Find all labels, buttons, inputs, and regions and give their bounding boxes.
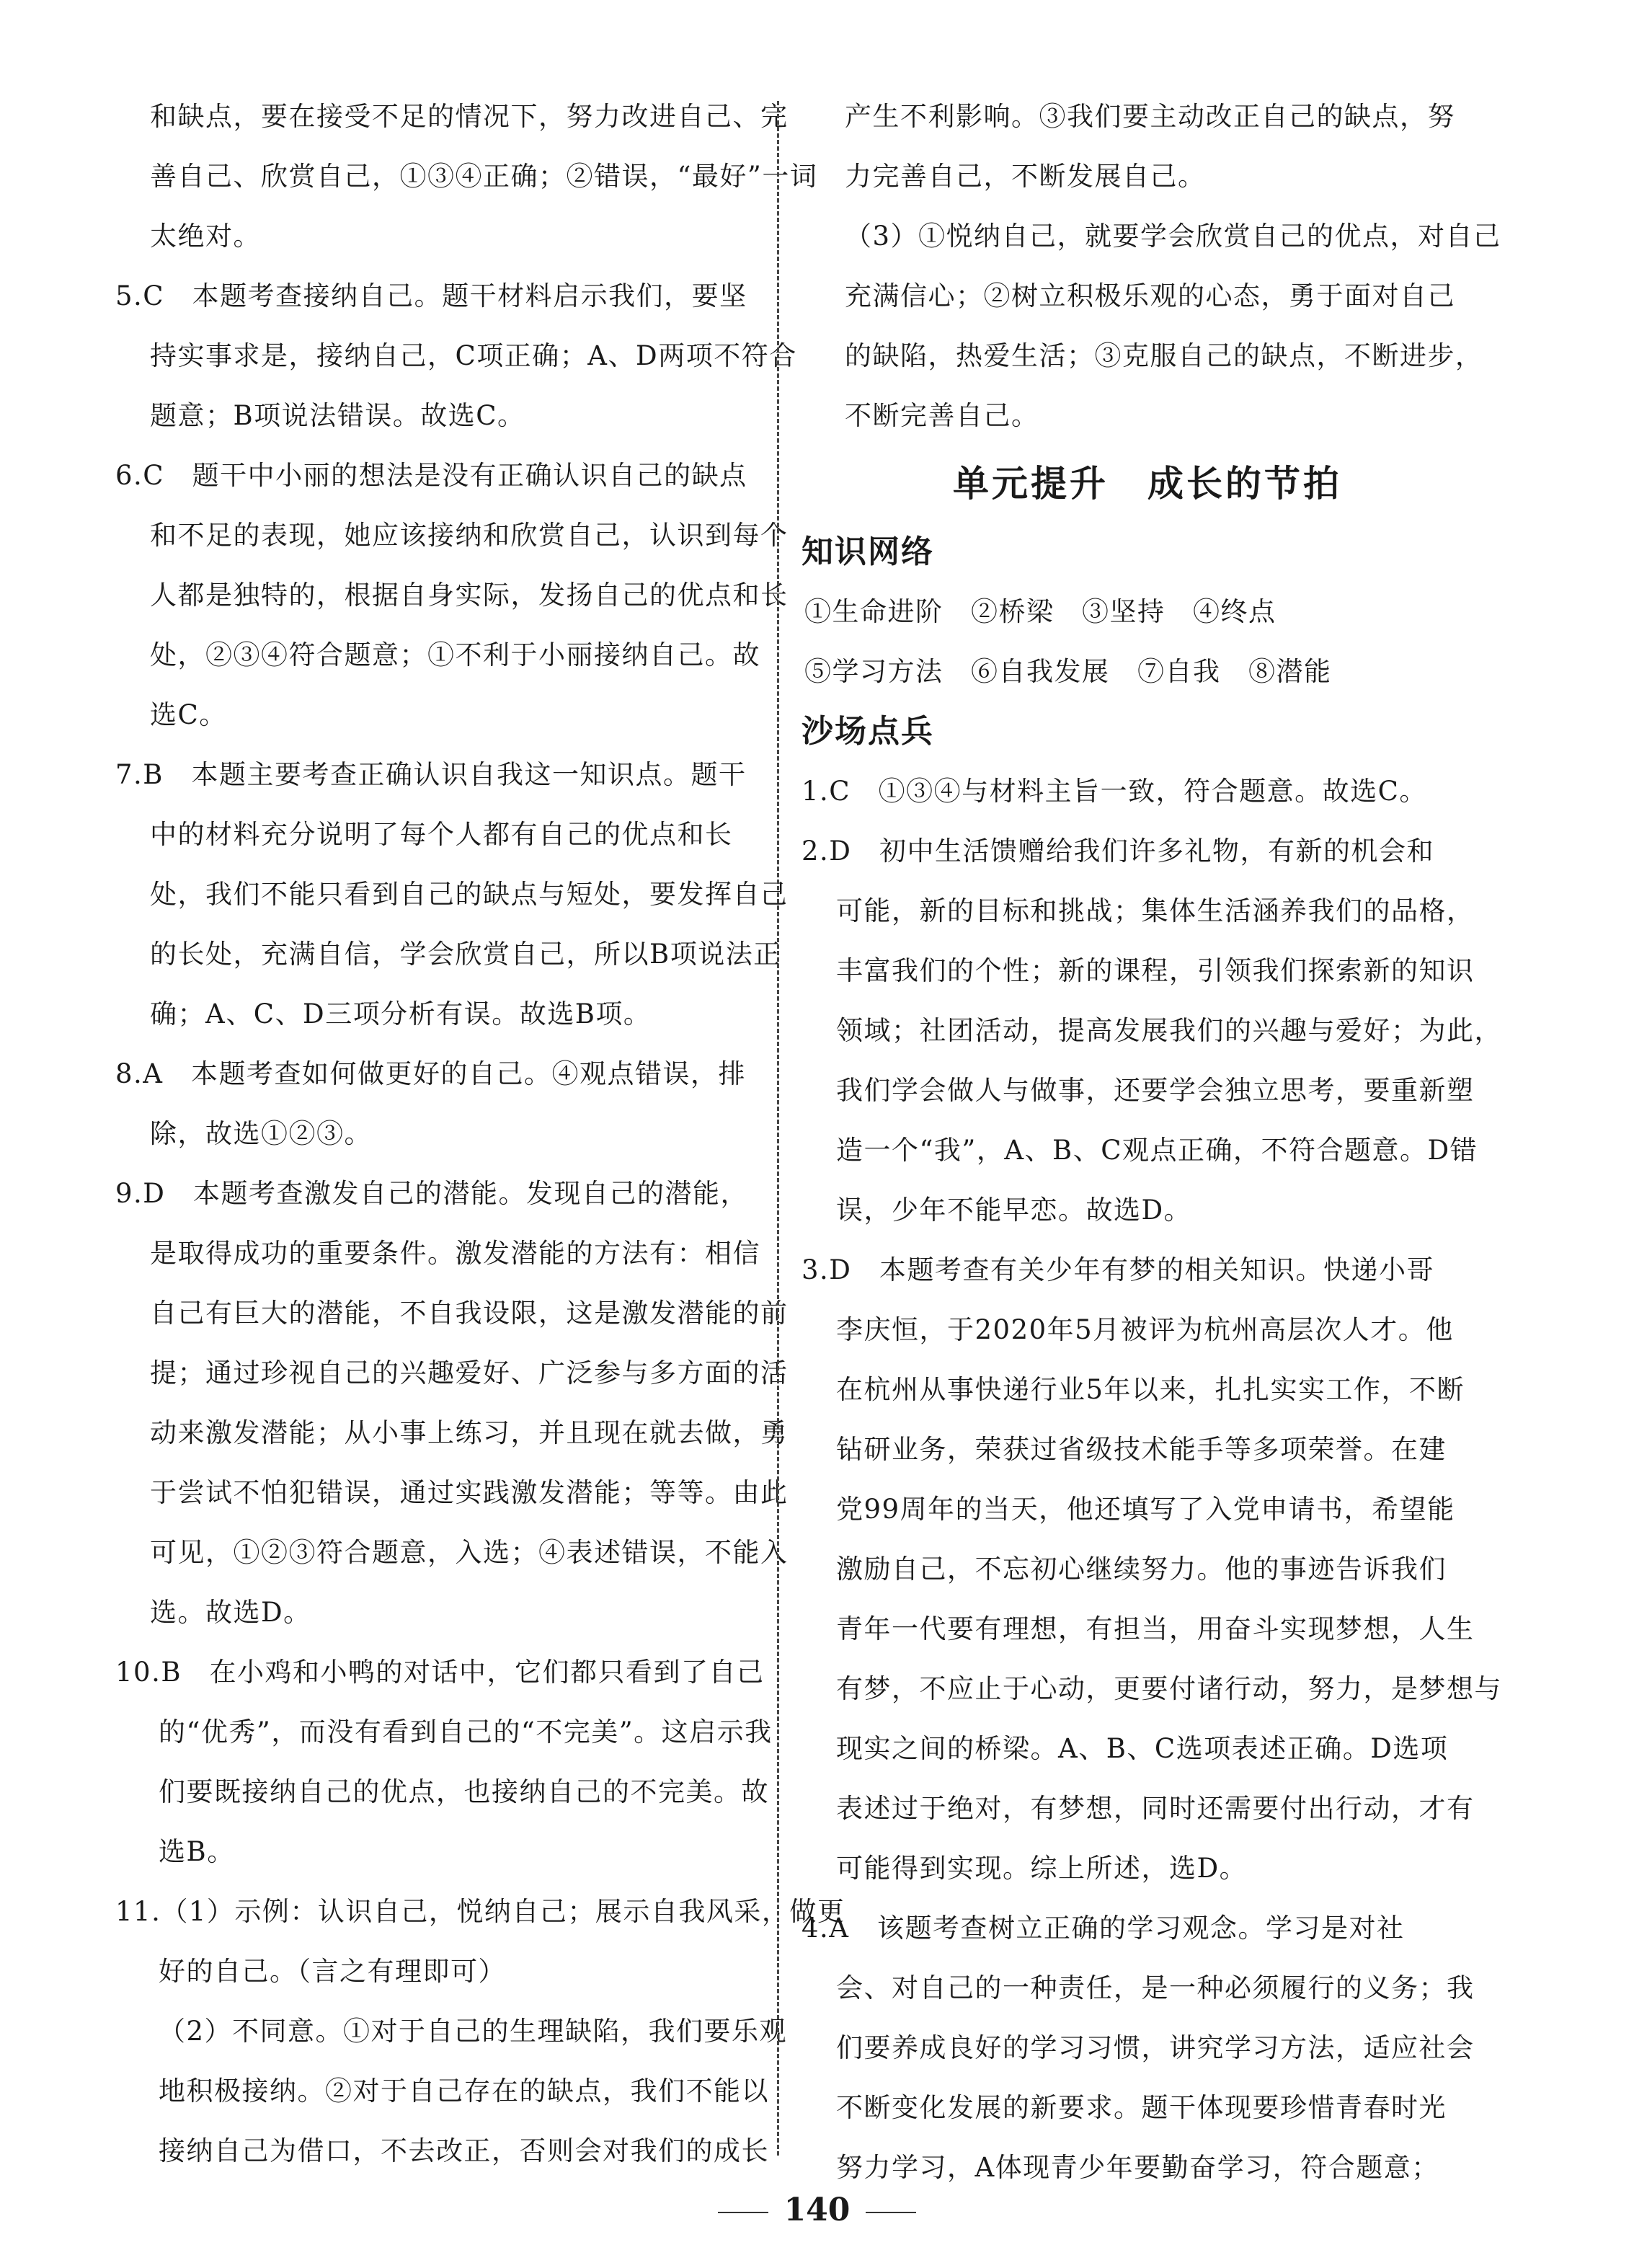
text-line: 力完善自己，不断发展自己。	[845, 161, 1206, 192]
text-line: 有梦，不应止于心动，更要付诸行动，努力，是梦想与	[836, 1673, 1502, 1704]
text-line: 在杭州从事快递行业5年以来，扎扎实实工作，不断	[836, 1374, 1465, 1405]
text-line: 选C。	[150, 699, 227, 730]
text-line: 党99周年的当天，他还填写了入党申请书，希望能	[836, 1494, 1455, 1525]
text-line: 的缺陷，热爱生活；③克服自己的缺点，不断进步，	[845, 340, 1483, 371]
page-footer	[0, 2192, 1634, 2228]
text-line: 好的自己。（言之有理即可）	[159, 1956, 506, 1987]
text-line: 善自己、欣赏自己，①③④正确；②错误，“最好”一词	[150, 161, 818, 192]
page-number: 140	[783, 2192, 851, 2228]
text-line: 接纳自己为借口，不去改正，否则会对我们的成长	[159, 2135, 769, 2166]
text-line: （2）不同意。①对于自己的生理缺陷，我们要乐观	[159, 2016, 788, 2047]
text-line: 李庆恒，于2020年5月被评为杭州高层次人才。他	[836, 1314, 1454, 1345]
text-line: 领域；社团活动，提高发展我们的兴趣与爱好；为此，	[836, 1015, 1502, 1046]
answer-6: 6.C 题干中小丽的想法是没有正确认识自己的缺点	[115, 460, 747, 491]
practice-heading: 沙场点兵	[802, 713, 934, 750]
text-line: 充满信心；②树立积极乐观的心态，勇于面对自己	[845, 280, 1455, 311]
text-line: 的长处，充满自信，学会欣赏自己，所以B项说法正	[150, 939, 781, 970]
text-line: 选。故选D。	[150, 1597, 311, 1628]
text-line: 于尝试不怕犯错误，通过实践激发潜能；等等。由此	[150, 1477, 789, 1508]
text-line: 丰富我们的个性；新的课程，引领我们探索新的知识	[836, 955, 1475, 986]
text-line: 的“优秀”，而没有看到自己的“不完美”。这启示我	[159, 1716, 773, 1747]
knowledge-line: ⑤学习方法 ⑥自我发展 ⑦自我 ⑧潜能	[804, 656, 1332, 687]
footer-dash-left	[718, 2212, 768, 2213]
text-line: 不断变化发展的新要求。题干体现要珍惜青春时光	[836, 2092, 1447, 2123]
text-line: 们要既接纳自己的优点，也接纳自己的不完美。故	[159, 1776, 769, 1807]
answer-11: 11.（1）示例：认识自己，悦纳自己；展示自我风采，做更	[115, 1896, 845, 1927]
practice-answer-1: 1.C ①③④与材料主旨一致，符合题意。故选C。	[802, 776, 1427, 807]
text-line: 们要养成良好的学习习惯，讲究学习方法，适应社会	[836, 2032, 1475, 2063]
text-line: 地积极接纳。②对于自己存在的缺点，我们不能以	[159, 2076, 769, 2107]
text-line: 产生不利影响。③我们要主动改正自己的缺点，努	[845, 101, 1455, 132]
text-line: 和不足的表现，她应该接纳和欣赏自己，认识到每个	[150, 520, 789, 551]
answer-10: 10.B 在小鸡和小鸭的对话中，它们都只看到了自己	[115, 1657, 765, 1688]
text-line: 提；通过珍视自己的兴趣爱好、广泛参与多方面的活	[150, 1357, 789, 1388]
answer-9: 9.D 本题考查激发自己的潜能。发现自己的潜能，	[115, 1178, 748, 1209]
practice-answer-3: 3.D 本题考查有关少年有梦的相关知识。快递小哥	[802, 1254, 1434, 1285]
text-line: 误，少年不能早恋。故选D。	[836, 1195, 1192, 1226]
answer-8: 8.A 本题考查如何做更好的自己。④观点错误，排	[115, 1058, 747, 1089]
text-line: 持实事求是，接纳自己，C项正确；A、D两项不符合	[150, 340, 797, 371]
text-line: 自己有巨大的潜能，不自我设限，这是激发潜能的前	[150, 1298, 789, 1329]
text-line: 和缺点，要在接受不足的情况下，努力改进自己、完	[150, 101, 789, 132]
text-line: 青年一代要有理想，有担当，用奋斗实现梦想，人生	[836, 1613, 1475, 1644]
text-line: 表述过于绝对，有梦想，同时还需要付出行动，才有	[836, 1793, 1475, 1824]
text-line: 不断完善自己。	[845, 400, 1039, 431]
text-line: 处，我们不能只看到自己的缺点与短处，要发挥自己	[150, 879, 789, 910]
knowledge-line: ①生命进阶 ②桥梁 ③坚持 ④终点	[804, 596, 1276, 627]
text-line: 钻研业务，荣获过省级技术能手等多项荣誉。在建	[836, 1434, 1447, 1465]
footer-dash-right	[866, 2212, 916, 2213]
text-line: （3）①悦纳自己，就要学会欣赏自己的优点，对自己	[845, 221, 1501, 252]
text-line: 努力学习，A体现青少年要勤奋学习，符合题意；	[836, 2152, 1439, 2183]
text-line: 动来激发潜能；从小事上练习，并且现在就去做，勇	[150, 1417, 789, 1448]
text-line: 造一个“我”，A、B、C观点正确，不符合题意。D错	[836, 1135, 1478, 1166]
knowledge-heading: 知识网络	[802, 533, 934, 570]
practice-answer-2: 2.D 初中生活馈赠给我们许多礼物，有新的机会和	[802, 836, 1434, 867]
text-line: 中的材料充分说明了每个人都有自己的优点和长	[150, 819, 733, 850]
unit-title: 单元提升 成长的节拍	[953, 463, 1342, 505]
text-line: 现实之间的桥梁。A、B、C选项表述正确。D选项	[836, 1733, 1449, 1764]
text-line: 题意；B项说法错误。故选C。	[150, 400, 525, 431]
practice-answer-4: 4.A 该题考查树立正确的学习观念。学习是对社	[802, 1913, 1405, 1944]
text-line: 会、对自己的一种责任，是一种必须履行的义务；我	[836, 1972, 1475, 2003]
text-line: 太绝对。	[150, 221, 261, 252]
text-line: 选B。	[159, 1836, 235, 1867]
column-divider	[777, 101, 779, 2156]
text-line: 可能得到实现。综上所述，选D。	[836, 1853, 1248, 1884]
text-line: 可见，①②③符合题意，入选；④表述错误，不能入	[150, 1537, 789, 1568]
text-line: 激励自己，不忘初心继续努力。他的事迹告诉我们	[836, 1554, 1447, 1585]
text-line: 处，②③④符合题意；①不利于小丽接纳自己。故	[150, 639, 760, 670]
left-column	[115, 87, 845, 2181]
answer-5: 5.C 本题考查接纳自己。题干材料启示我们，要坚	[115, 280, 747, 311]
text-line: 确；A、C、D三项分析有误。故选B项。	[150, 998, 652, 1029]
text-line: 是取得成功的重要条件。激发潜能的方法有：相信	[150, 1238, 760, 1269]
text-line: 我们学会做人与做事，还要学会独立思考，要重新塑	[836, 1075, 1475, 1106]
text-line: 可能，新的目标和挑战；集体生活涵养我们的品格，	[836, 895, 1475, 926]
right-column	[802, 87, 1502, 2197]
text-line: 除，故选①②③。	[150, 1118, 372, 1149]
text-line: 人都是独特的，根据自身实际，发扬自己的优点和长	[150, 580, 789, 611]
answer-7: 7.B 本题主要考查正确认识自我这一知识点。题干	[115, 759, 747, 790]
